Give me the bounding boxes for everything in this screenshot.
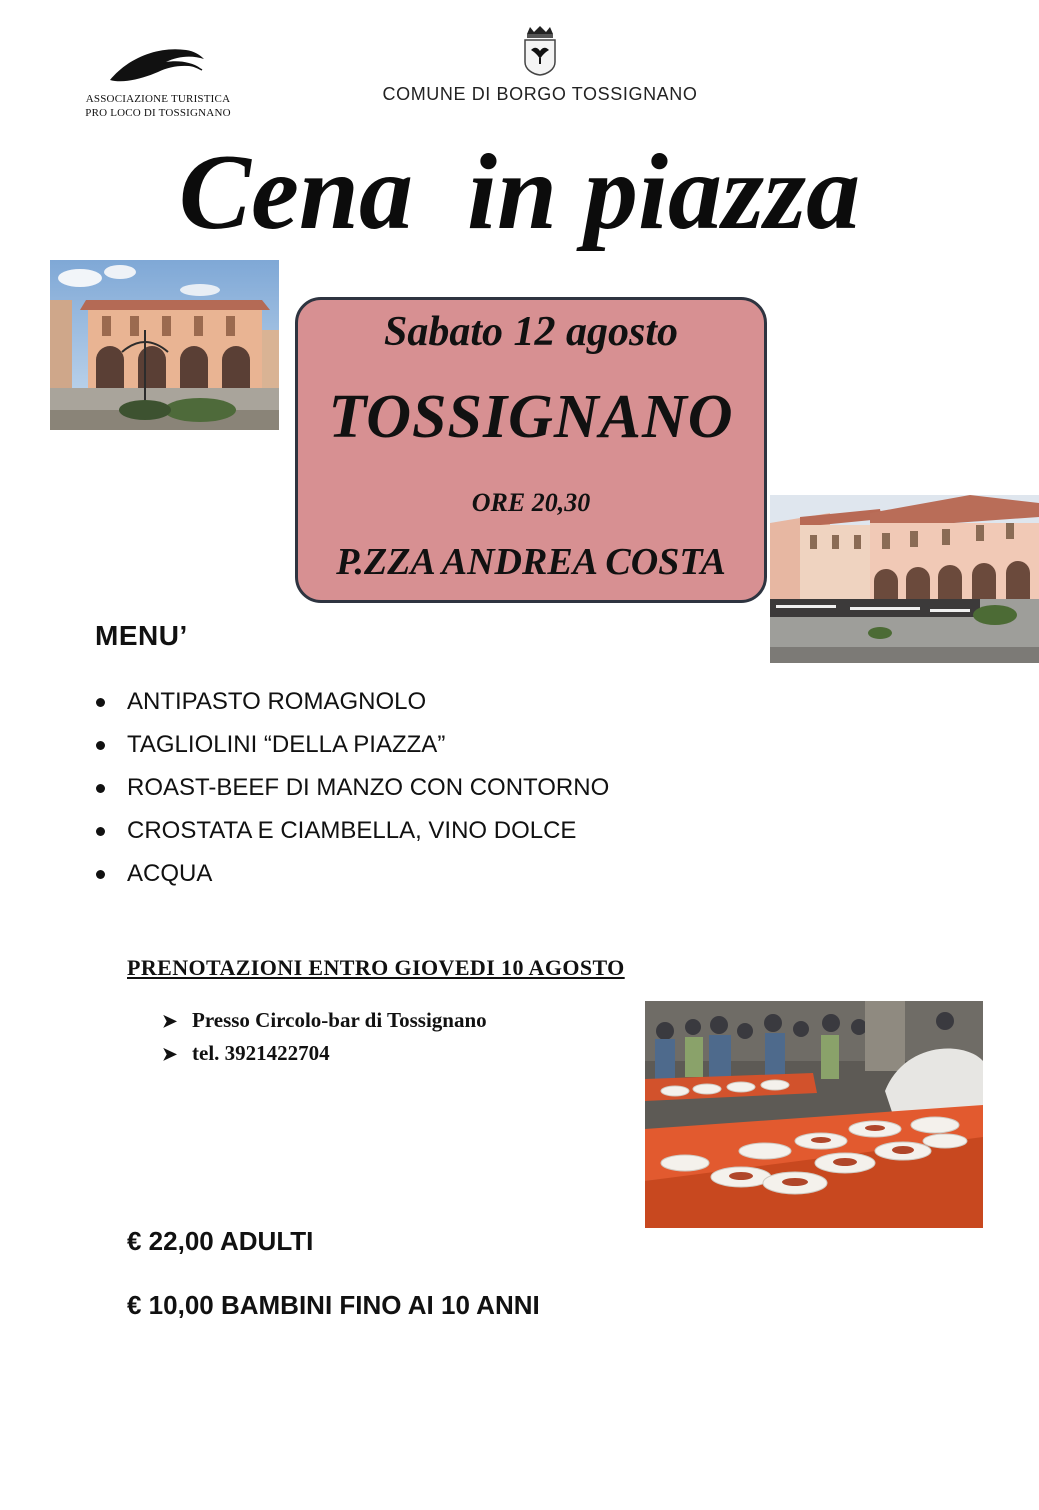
event-time: ORE 20,30 bbox=[471, 488, 591, 517]
event-town: TOSSIGNANO bbox=[328, 383, 734, 451]
association-line-1: ASSOCIAZIONE TURISTICA bbox=[85, 93, 231, 105]
event-date: Sabato 12 agosto bbox=[383, 309, 679, 355]
price-adults: € 22,00 ADULTI bbox=[127, 1226, 314, 1256]
reservations-heading: PRENOTAZIONI ENTRO GIOVEDI 10 AGOSTO bbox=[127, 955, 625, 980]
town-hall-photo bbox=[50, 260, 279, 430]
menu-item bbox=[96, 811, 609, 854]
event-title: Cena in piazza bbox=[178, 133, 861, 252]
arrowhead-right-icon: ➤ bbox=[162, 1044, 178, 1064]
municipality-name: COMUNE DI BORGO TOSSIGNANO bbox=[382, 84, 698, 104]
bullet-dot-icon bbox=[96, 698, 105, 707]
menu-heading: MENU’ bbox=[95, 620, 188, 651]
menu-item-label: CROSTATA E CIAMBELLA, VINO DOLCE bbox=[127, 817, 577, 844]
crest-icon bbox=[522, 24, 558, 76]
reservation-location-text: Presso Circolo-bar di Tossignano bbox=[192, 1008, 487, 1032]
bird-wing-logo-icon bbox=[108, 42, 208, 88]
bullet-dot-icon bbox=[96, 827, 105, 836]
reservation-phone bbox=[162, 1041, 330, 1066]
association-line-2: PRO LOCO DI TOSSIGNANO bbox=[85, 107, 231, 119]
menu-item-label: ACQUA bbox=[127, 860, 213, 887]
menu-item bbox=[96, 854, 609, 897]
bullet-dot-icon bbox=[96, 741, 105, 750]
dinner-tables-photo bbox=[645, 1001, 983, 1228]
menu-item-label: ROAST-BEEF DI MANZO CON CONTORNO bbox=[127, 774, 610, 801]
reservation-location bbox=[162, 1008, 487, 1033]
event-info-box bbox=[295, 297, 767, 603]
menu-list bbox=[96, 682, 609, 897]
menu-item bbox=[96, 768, 609, 811]
association-name bbox=[78, 92, 238, 120]
bullet-dot-icon bbox=[96, 870, 105, 879]
menu-item bbox=[96, 682, 609, 725]
menu-item-label: ANTIPASTO ROMAGNOLO bbox=[127, 688, 427, 715]
municipality-header bbox=[360, 24, 720, 105]
menu-item bbox=[96, 725, 609, 768]
price-children: € 10,00 BAMBINI FINO AI 10 ANNI bbox=[127, 1290, 540, 1320]
association-logo bbox=[78, 40, 238, 120]
piazza-photo bbox=[770, 495, 1039, 663]
bullet-dot-icon bbox=[96, 784, 105, 793]
event-place: P.ZZA ANDREA COSTA bbox=[336, 541, 726, 583]
arrowhead-right-icon: ➤ bbox=[162, 1011, 178, 1031]
reservation-phone-text: tel. 3921422704 bbox=[192, 1041, 330, 1065]
menu-item-label: TAGLIOLINI “DELLA PIAZZA” bbox=[127, 731, 446, 758]
